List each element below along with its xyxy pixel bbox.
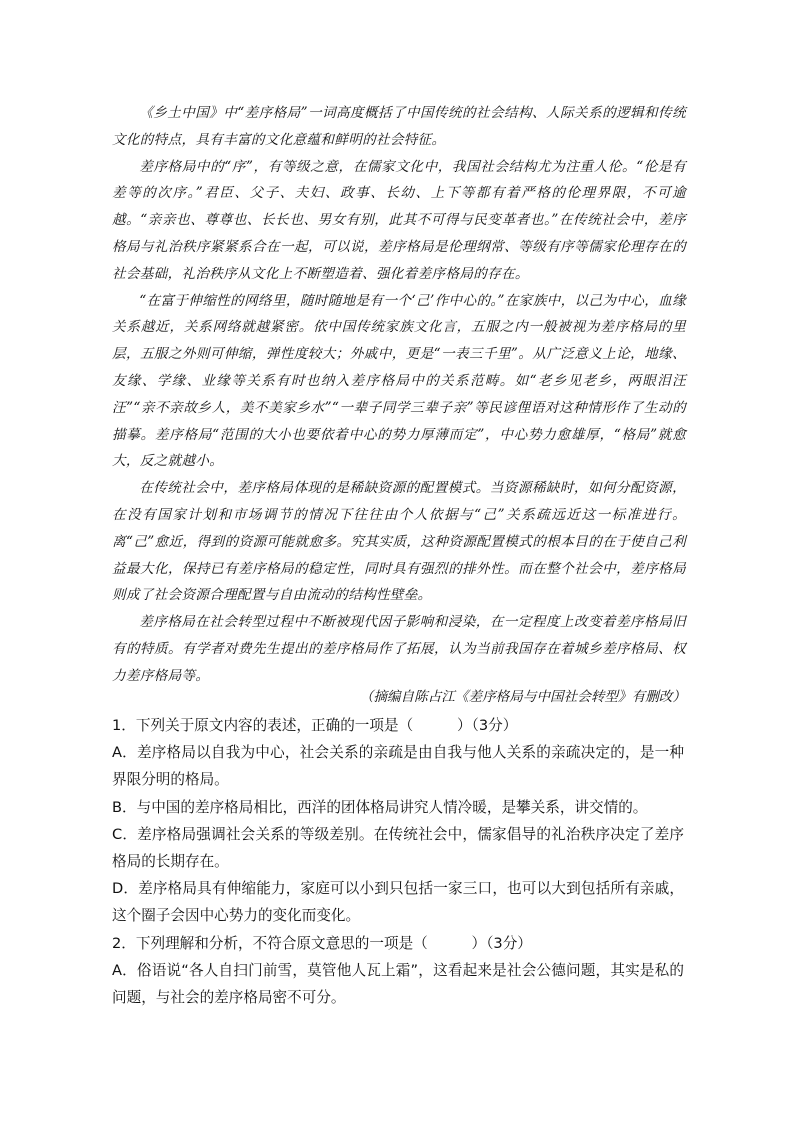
- question-2-option-a: A．俗语说“各人自扫门前雪，莫管他人瓦上霜”，这看起来是社会公德问题，其实是私的问题，与社会的差序格局密不可分。: [112, 961, 684, 1007]
- passage-paragraph: 《乡土中国》中“差序格局”一词高度概括了中国传统的社会结构、人际关系的逻辑和传统文化的特点，具有丰富的文化意蕴和鲜明的社会特征。: [112, 105, 686, 148]
- reading-passage: [112, 100, 686, 690]
- question-list: [112, 712, 684, 1011]
- question-1-option-a: A．差序格局以自我为中心，社会关系的亲疏是由自我与他人关系的亲疏决定的，是一种界限分明的格局。: [112, 744, 684, 789]
- passage-paragraph: 差序格局在社会转型过程中不断被现代因子影响和浸染，在一定程度上改变着差序格局旧有的特质。有学者对费先生提出的差序格局作了拓展，认为当前我国存在着城乡差序格局、权力差序格局等。: [112, 614, 686, 684]
- passage-paragraph: “在富于伸缩性的网络里，随时随地是有一个‘己’作中心的。”在家族中，以己为中心，血缘关系越近，关系网络就越紧密。依中国传统家族文化言，五服之内一般被视为差序格局的里层，五服之外则可伸缩，弹性度较大；外戚中，更是“一表三千里”。从广泛意义上论，地缘、友缘、学缘、业缘等关系有时也纳入差序格局中的关系范畴。如“老乡见老乡，两眼泪汪汪”“亲不亲故乡人，美不美家乡水”“一辈子同学三辈子亲”等民谚俚语对这种情形作了生动的描摹。差序格局“范围的大小也要依着中心的势力厚薄而定”，中心势力愈雄厚，“格局”就愈大，反之就越小。: [112, 292, 686, 470]
- passage-source: （摘编自陈占江《差序格局与中国社会转型》有删改）: [359, 689, 686, 705]
- question-1-option-c: C．差序格局强调社会关系的等级差别。在传统社会中，儒家倡导的礼治秩序决定了差序格局的长期存在。: [112, 825, 684, 871]
- question-1-option-d: D．差序格局具有伸缩能力，家庭可以小到只包括一家三口，也可以大到包括所有亲戚，这个圈子会因中心势力的变化而变化。: [112, 880, 684, 925]
- question-1-option-b: B．与中国的差序格局相比，西洋的团体格局讲究人情冷暖，是攀关系，讲交情的。: [112, 798, 648, 816]
- passage-paragraph: 差序格局中的“序”，有等级之意，在儒家文化中，我国社会结构尤为注重人伦。“伦是有差等的次序。”君臣、父子、夫妇、政事、长幼、上下等都有着严格的伦理界限，不可逾越。“亲亲也、尊尊也、长长也、男女有别，此其不可得与民变革者也。”在传统社会中，差序格局与礼治秩序紧紧系合在一起，可以说，差序格局是伦理纲常、等级有序等儒家伦理存在的社会基础，礼治秩序从文化上不断塑造着、强化着差序格局的存在。: [112, 158, 686, 282]
- passage-paragraph: 在传统社会中，差序格局体现的是稀缺资源的配置模式。当资源稀缺时，如何分配资源，在没有国家计划和市场调节的情况下往往由个人依据与“己”关系疏远近这一标准进行。离“己”愈近，得到的资源可能就愈多。究其实质，这种资源配置模式的根本目的在于使自己利益最大化，保持已有差序格局的稳定性，同时具有强烈的排外性。而在整个社会中，差序格局则成了社会资源合理配置与自由流动的结构性壁垒。: [112, 480, 686, 604]
- question-2-stem: 2．下列理解和分析，不符合原文意思的一项是（ ）（3分）: [112, 934, 532, 952]
- question-1-stem: 1．下列关于原文内容的表述，正确的一项是（ ）（3分）: [112, 717, 518, 734]
